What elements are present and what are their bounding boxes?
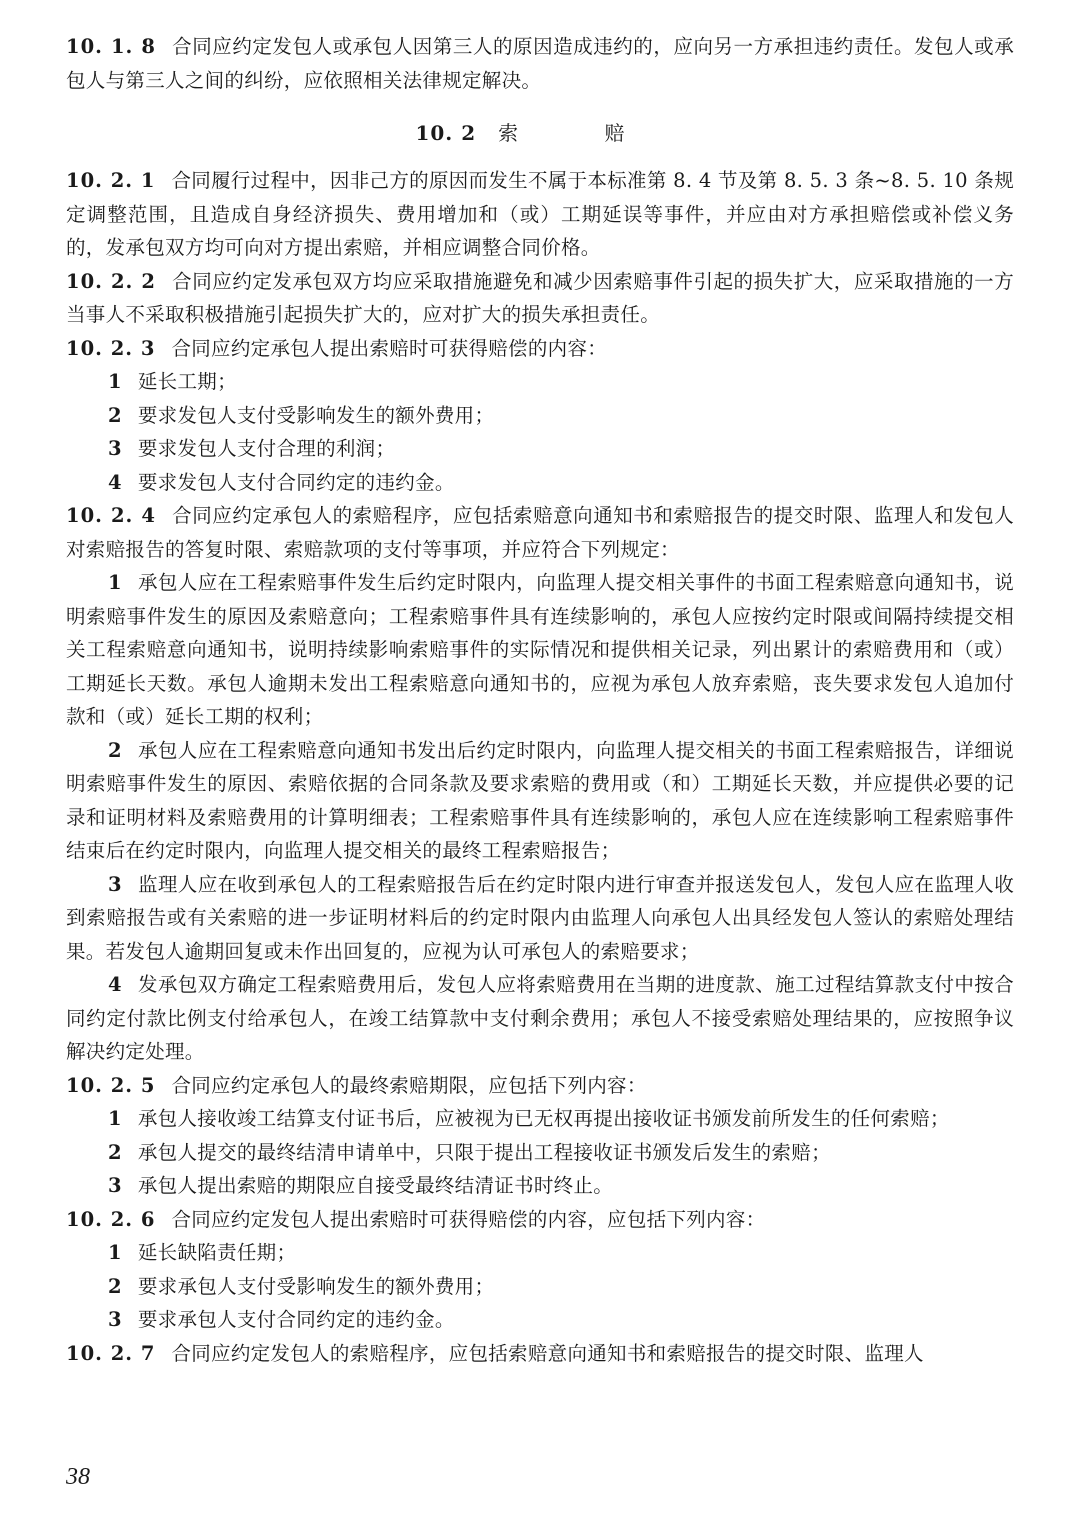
item-text: 要求承包人支付合同约定的违约金。: [137, 1308, 455, 1331]
item-text: 承包人应在工程索赔事件发生后约定时限内，向监理人提交相关事件的书面工程索赔意向通知书，说明索赔事件发生的原因及索赔意向；工程索赔事件具有连续影响的，承包人应按约定时限或间隔持续提交相关工程索赔意向通知书，说明持续影响索赔事件的实际情况和提供相关记录，列出累计的索赔费用和（或）工期延长天数。承包人逾期未发出工程索赔意向通知书的，应视为承包人放弃索赔，丧失要求发包人追加付款和（或）延长工期的权利；: [66, 571, 1014, 728]
page-content: [66, 30, 1014, 1370]
item-text: 承包人提交的最终结清申请单中，只限于提出工程接收证书颁发后发生的索赔；: [137, 1140, 831, 1164]
item-text: 承包人应在工程索赔意向通知书发出后约定时限内，向监理人提交相关的书面工程索赔报告，详细说明索赔事件发生的原因、索赔依据的合同条款及要求索赔的费用或（和）工期延长天数，并应提供必要的记录和证明材料及索赔费用的计算明细表；工程索赔事件具有连续影响的，承包人应在连续影响工程索赔事件结束后在约定时限内，向监理人提交相关的最终工程索赔报告；: [66, 738, 1014, 862]
item-text: 要求发包人支付合理的利润；: [137, 437, 396, 460]
list-item: [66, 365, 1014, 399]
clause-text: 合同应约定发包人的索赔程序，应包括索赔意向通知书和索赔报告的提交时限、监理人: [171, 1341, 924, 1365]
section-number: 10. 2: [415, 121, 477, 145]
item-number: 2: [108, 1140, 122, 1164]
clause-10-2-6: [66, 1203, 1014, 1237]
clause-number: 10. 2. 3: [66, 336, 156, 360]
list-item: [66, 1236, 1014, 1270]
clause-10-2-5: [66, 1069, 1014, 1103]
clause-number: 10. 2. 7: [66, 1341, 156, 1365]
clause-number: 10. 2. 1: [66, 169, 156, 192]
clause-text: 合同应约定承包人提出索赔时可获得赔偿的内容：: [171, 336, 608, 360]
item-number: 4: [108, 470, 122, 494]
clause-text: 合同应约定发承包双方均应采取措施避免和减少因索赔事件引起的损失扩大，应采取措施的一方当事人不采取积极措施引起损失扩大的，应对扩大的损失承担责任。: [66, 269, 1014, 326]
list-item: [66, 1169, 1014, 1203]
item-number: 1: [108, 370, 122, 393]
item-text: 承包人提出索赔的期限应自接受最终结清证书时终止。: [137, 1174, 614, 1197]
clause-10-2-1: [66, 164, 1014, 265]
clause-text: 合同应约定承包人的最终索赔期限，应包括下列内容：: [171, 1073, 647, 1097]
item-number: 3: [108, 437, 122, 460]
list-item: [66, 432, 1014, 466]
item-text: 要求发包人支付受影响发生的额外费用；: [137, 403, 495, 427]
list-item: [66, 399, 1014, 433]
clause-text: 合同应约定发包人提出索赔时可获得赔偿的内容，应包括下列内容：: [171, 1207, 766, 1231]
item-number: 4: [108, 973, 122, 996]
item-number: 2: [108, 403, 122, 427]
list-item: [66, 466, 1014, 500]
clause-number: 10. 2. 4: [66, 504, 156, 527]
item-text: 要求发包人支付合同约定的违约金。: [137, 470, 455, 494]
item-text: 延长缺陷责任期；: [137, 1241, 297, 1264]
list-item: [66, 566, 1014, 734]
item-number: 3: [108, 872, 122, 896]
item-text: 承包人接收竣工结算支付证书后，应被视为已无权再提出接收证书颁发前所发生的任何索赔；: [137, 1107, 950, 1130]
item-text: 监理人应在收到承包人的工程索赔报告后在约定时限内进行审查并报送发包人，发包人应在监理人收到索赔报告或有关索赔的进一步证明材料后的约定时限内由监理人向承包人出具经发包人签认的索赔处理结果。若发包人逾期回复或未作出回复的，应视为认可承包人的索赔要求；: [66, 872, 1014, 963]
item-text: 发承包双方确定工程索赔费用后，发包人应将索赔费用在当期的进度款、施工过程结算款支付中按合同约定付款比例支付给承包人，在竣工结算款中支付剩余费用；承包人不接受索赔处理结果的，应按照争议解决约定处理。: [66, 973, 1014, 1063]
item-number: 3: [108, 1174, 122, 1197]
item-text: 延长工期；: [137, 370, 237, 393]
clause-10-1-8: [66, 30, 1014, 97]
clause-10-2-2: [66, 265, 1014, 332]
clause-text: 合同应约定发包人或承包人因第三人的原因造成违约的，应向另一方承担违约责任。发包人或承包人与第三人之间的纠纷，应依照相关法律规定解决。: [66, 35, 1014, 92]
clause-text: 合同履行过程中，因非己方的原因而发生不属于本标准第 8. 4 节及第 8. 5. 3 条~8. 5. 10 条规定调整范围，且造成自身经济损失、费用增加和（或）工期延误等事件，并应由对方承担赔偿或补偿义务的，发承包双方均可向对方提出索赔，并相应调整合同价格。: [66, 169, 1014, 259]
list-item: [66, 734, 1014, 868]
clause-text: 合同应约定承包人的索赔程序，应包括索赔意向通知书和索赔报告的提交时限、监理人和发包人对索赔报告的答复时限、索赔款项的支付等事项，并应符合下列规定：: [66, 504, 1014, 561]
section-title: 索 赔: [498, 121, 665, 145]
list-item: [66, 1136, 1014, 1170]
list-item: [66, 1102, 1014, 1136]
section-heading: [66, 117, 1014, 146]
list-item: [66, 868, 1014, 969]
list-item: [66, 1303, 1014, 1337]
item-number: 2: [108, 1274, 122, 1298]
clause-number: 10. 2. 2: [66, 269, 156, 293]
clause-number: 10. 2. 5: [66, 1073, 156, 1097]
clause-number: 10. 2. 6: [66, 1207, 156, 1231]
item-number: 1: [108, 1241, 122, 1264]
clause-10-2-3: [66, 332, 1014, 366]
clause-number: 10. 1. 8: [66, 35, 156, 58]
list-item: [66, 1270, 1014, 1304]
item-number: 2: [108, 738, 122, 762]
item-number: 3: [108, 1308, 122, 1331]
item-text: 要求承包人支付受影响发生的额外费用；: [137, 1274, 495, 1298]
item-number: 1: [108, 571, 122, 594]
clause-10-2-7: [66, 1337, 1014, 1371]
item-number: 1: [108, 1107, 122, 1130]
page-number: 38: [66, 1464, 90, 1490]
clause-10-2-4: [66, 499, 1014, 566]
list-item: [66, 968, 1014, 1069]
